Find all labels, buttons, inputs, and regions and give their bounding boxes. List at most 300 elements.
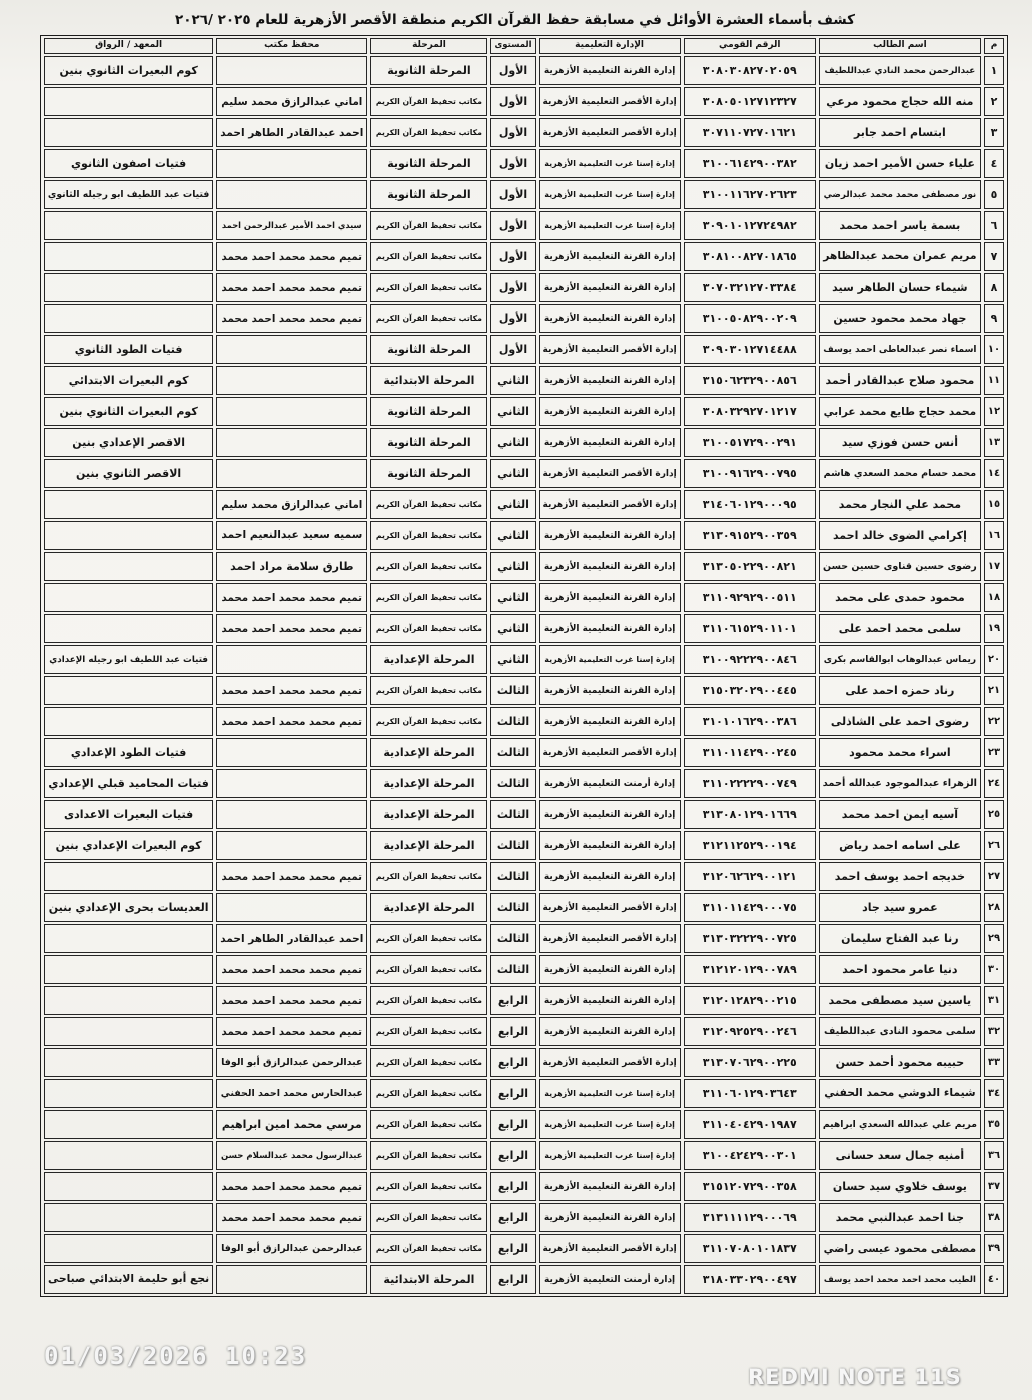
row-number-text: ٢٧ [987,870,1001,882]
cell-institute [44,769,213,798]
cell-level [490,893,535,922]
cell-row-number [984,1079,1004,1108]
cell-national-id [684,800,816,829]
level-text: الأول [498,343,528,357]
cell-national-id [684,490,816,519]
table-row [44,676,1004,705]
cell-stage [370,552,487,581]
stage-text: مكاتب تحفيظ القرآن الكريم [375,872,482,882]
cell-memorizer [216,335,367,364]
student-name-text: محمود حمدى على محمد [835,591,965,605]
memorizer-text: احمد عبدالقادر الطاهر احمد [220,932,364,945]
cell-memorizer [216,56,367,85]
cell-memorizer [216,552,367,581]
cell-stage [370,707,487,736]
memorizer-text: سميه سعيد عبدالنعيم احمد [221,528,363,542]
stage-text: مكاتب تحفيظ القرآن الكريم [375,593,482,603]
student-name-text: منه الله حجاج محمود مرعي [826,95,974,109]
cell-institute [44,738,213,767]
cell-administration [539,273,681,302]
cell-stage [370,645,487,674]
stage-text: مكاتب تحفيظ القرآن الكريم [375,934,482,944]
cell-student-name [819,1110,981,1139]
administration-text: إدارة إسنا غرب التعليمية الأزهرية [544,190,675,200]
cell-stage [370,366,487,395]
cell-institute [44,862,213,891]
cell-memorizer [216,1110,367,1139]
level-text: الأول [498,64,528,78]
cell-stage [370,1203,487,1232]
cell-institute [44,1234,213,1263]
level-text: الرابع [497,1273,529,1287]
cell-level [490,614,535,643]
cell-stage [370,831,487,860]
cell-institute [44,583,213,612]
cell-level [490,552,535,581]
cell-stage [370,893,487,922]
national-id-text: ٣١٢١٢٠١٢٩٠٠٧٨٩ [702,963,797,977]
national-id-text: ٣٠٧٠٣٢١٢٧٠٣٣٨٤ [702,281,797,295]
table-row [44,924,1004,953]
cell-institute [44,1079,213,1108]
national-id-text: ٣١٢٠٦٢٦٢٩٠٠١٢١ [702,870,797,884]
cell-stage [370,242,487,271]
cell-stage [370,1079,487,1108]
stage-text: المرحلة الثانوية [387,343,471,357]
cell-level [490,87,535,116]
cell-student-name [819,769,981,798]
cell-administration [539,707,681,736]
stage-text: المرحلة الثانوية [387,188,471,202]
student-name-text: محمد علي النجار محمد [838,498,962,512]
national-id-text: ٣١١٠٦٠١٢٩٠٣٦٤٣ [702,1087,797,1101]
table-row [44,831,1004,860]
cell-institute [44,552,213,581]
cell-memorizer [216,893,367,922]
cell-administration [539,1265,681,1294]
cell-level [490,1048,535,1077]
header-student-name-label: اسم الطالب [873,40,927,51]
national-id-text: ٣١٠٠٩٢٢٢٩٠٠٨٤٦ [702,653,797,667]
level-text: الثالث [496,746,530,760]
table-row [44,242,1004,271]
cell-stage [370,986,487,1015]
student-name-text: رنا عبد الفتاح سليمان [841,932,959,946]
row-number-text: ٣٦ [987,1149,1001,1161]
level-text: الثالث [496,963,530,977]
cell-institute [44,180,213,209]
cell-memorizer [216,1172,367,1201]
table-row [44,521,1004,550]
cell-row-number [984,955,1004,984]
row-number-text: ٩ [990,312,998,326]
row-number-text: ١ [990,64,998,78]
level-text: الثالث [496,932,530,946]
cell-stage [370,1172,487,1201]
cell-student-name [819,428,981,457]
level-text: الثاني [497,498,529,512]
cell-administration [539,180,681,209]
student-name-text: إكرامي الضوى خالد احمد [832,529,967,543]
memorizer-text: عبدالرحمن عبدالرازق أبو الوفا [221,1057,363,1069]
stage-text: مكاتب تحفيظ القرآن الكريم [375,531,482,541]
cell-administration [539,955,681,984]
administration-text: إدارة القرنة التعليمية الأزهرية [543,530,676,541]
stage-text: المرحلة الثانوية [387,467,471,481]
cell-student-name [819,1079,981,1108]
table-row [44,552,1004,581]
administration-text: إدارة القرنة التعليمية الأزهرية [543,313,676,324]
table-row [44,56,1004,85]
cell-administration [539,769,681,798]
cell-row-number [984,459,1004,488]
cell-row-number [984,707,1004,736]
cell-administration [539,552,681,581]
cell-memorizer [216,862,367,891]
cell-national-id [684,459,816,488]
institute-text: فتيات عبد اللطيف ابو رجيله الثانوي [47,189,210,201]
stage-text: مكاتب تحفيظ القرآن الكريم [375,500,482,510]
administration-text: إدارة القرنة التعليمية الأزهرية [543,871,676,882]
cell-student-name [819,552,981,581]
cell-administration [539,1079,681,1108]
cell-memorizer [216,1265,367,1294]
cell-row-number [984,1265,1004,1294]
level-text: الثاني [497,591,529,605]
level-text: الرابع [497,1149,529,1163]
cell-row-number [984,1048,1004,1077]
cell-national-id [684,1203,816,1232]
row-number-text: ٢٥ [987,808,1001,820]
row-number-text: ٣٣ [987,1056,1001,1068]
national-id-text: ٣١٢٠٩٢٥٢٩٠٠٢٤٦ [702,1025,797,1039]
table-row [44,1172,1004,1201]
level-text: الرابع [497,1118,529,1132]
student-name-text: اسراء محمد محمود [849,746,951,760]
cell-national-id [684,87,816,116]
cell-administration [539,87,681,116]
stage-text: مكاتب تحفيظ القرآن الكريم [375,1182,482,1192]
stage-text: مكاتب تحفيظ القرآن الكريم [375,1213,482,1223]
national-id-text: ٣١٤٠٦٠١٢٩٠٠٠٩٥ [702,498,797,512]
cell-institute [44,490,213,519]
level-text: الرابع [497,1087,529,1101]
administration-text: إدارة القرنة التعليمية الأزهرية [543,809,676,820]
cell-row-number [984,738,1004,767]
cell-administration [539,1234,681,1263]
cell-administration [539,1017,681,1046]
stage-text: مكاتب تحفيظ القرآن الكريم [375,314,482,324]
cell-row-number [984,924,1004,953]
cell-row-number [984,211,1004,240]
cell-row-number [984,56,1004,85]
cell-row-number [984,87,1004,116]
cell-stage [370,583,487,612]
national-id-text: ٣١٥٠٦٢٣٢٩٠٠٨٥٦ [702,374,797,388]
student-name-text: محمد حجاج طايع محمد عرابي [823,405,977,418]
cell-memorizer [216,242,367,271]
cell-national-id [684,428,816,457]
student-name-text: على اسامه احمد رياض [839,839,961,853]
stage-text: مكاتب تحفيظ القرآن الكريم [375,717,482,727]
cell-stage [370,1110,487,1139]
table-row [44,118,1004,147]
cell-national-id [684,1079,816,1108]
stage-text: المرحلة الابتدائية [383,374,475,388]
cell-level [490,118,535,147]
national-id-text: ٣٠٨٠٥٠١٢٧١٢٣٢٧ [702,95,797,109]
cell-memorizer [216,614,367,643]
cell-stage [370,614,487,643]
cell-administration [539,986,681,1015]
stage-text: المرحلة الإعدادية [383,808,475,822]
cell-stage [370,800,487,829]
cell-institute [44,1017,213,1046]
student-name-text: علياء حسن الأمير احمد زيان [824,157,975,171]
photo-timestamp: 01/03/2026 10:23 [44,1342,308,1370]
cell-national-id [684,335,816,364]
table-row [44,986,1004,1015]
national-id-text: ٣١٠٠١١٦٢٧٠٢٦٢٣ [702,188,797,202]
cell-administration [539,738,681,767]
cell-row-number [984,304,1004,333]
cell-level [490,831,535,860]
student-name-text: اسماء نصر عبدالعاطى احمد يوسف [823,344,977,355]
cell-national-id [684,118,816,147]
row-number-text: ٨ [990,281,998,295]
cell-institute [44,149,213,178]
header-administration-label: الإدارة التعليمية [575,40,645,51]
student-name-text: يوسف خلاوي سيد حسان [832,1180,967,1194]
cell-administration [539,335,681,364]
cell-institute [44,366,213,395]
table-row [44,428,1004,457]
cell-level [490,800,535,829]
table-row [44,1110,1004,1139]
stage-text: مكاتب تحفيظ القرآن الكريم [375,221,482,231]
cell-memorizer [216,428,367,457]
cell-national-id [684,242,816,271]
administration-text: إدارة إسنا غرب التعليمية الأزهرية [544,655,675,665]
cell-student-name [819,800,981,829]
cell-institute [44,1048,213,1077]
administration-text: إدارة الأقصر التعليمية الأزهرية [542,96,677,107]
student-name-text: رضوى احمد على الشاذلى [830,715,969,729]
student-name-text: خديجه احمد يوسف احمد [834,870,966,884]
cell-institute [44,676,213,705]
memorizer-text: عبدالحارس محمد احمد الحفني [220,1088,363,1100]
institute-text: فتيات الطود الثانوي [74,343,183,357]
cell-stage [370,1234,487,1263]
stage-text: مكاتب تحفيظ القرآن الكريم [375,1120,482,1130]
cell-national-id [684,707,816,736]
level-text: الرابع [497,1056,529,1070]
stage-text: مكاتب تحفيظ القرآن الكريم [375,1027,482,1037]
stage-text: مكاتب تحفيظ القرآن الكريم [375,252,482,262]
row-number-text: ٦ [990,219,998,233]
cell-level [490,490,535,519]
student-name-text: ياسين سيد مصطفى محمد [828,994,972,1008]
cell-stage [370,955,487,984]
stage-text: مكاتب تحفيظ القرآن الكريم [375,965,482,975]
cell-student-name [819,490,981,519]
level-text: الأول [498,219,528,233]
memorizer-text: تميم محمد محمد احمد محمد [221,1211,363,1224]
cell-institute [44,1172,213,1201]
student-name-text: شيماء حسان الطاهر سيد [832,281,968,295]
row-number-text: ٢٤ [987,777,1001,789]
cell-level [490,242,535,271]
stage-text: المرحلة الإعدادية [383,839,475,853]
level-text: الثالث [496,870,530,884]
cell-stage [370,180,487,209]
cell-stage [370,1017,487,1046]
cell-row-number [984,645,1004,674]
institute-text: العديسات بحرى الإعدادي بنين [48,901,209,915]
memorizer-text: احمد عبدالقادر الطاهر احمد [220,126,364,139]
header-level [490,38,535,54]
cell-student-name [819,273,981,302]
level-text: الأول [498,188,528,202]
cell-stage [370,397,487,426]
cell-national-id [684,583,816,612]
stage-text: مكاتب تحفيظ القرآن الكريم [375,996,482,1006]
cell-administration [539,490,681,519]
stage-text: المرحلة الثانوية [387,157,471,171]
cell-national-id [684,738,816,767]
cell-level [490,180,535,209]
stage-text: مكاتب تحفيظ القرآن الكريم [375,97,482,107]
cell-administration [539,118,681,147]
row-number-text: ٣ [990,126,998,140]
table-row [44,149,1004,178]
national-id-text: ٣١٣٠٩١٥٢٩٠٠٣٥٩ [702,529,797,543]
administration-text: إدارة القرنة التعليمية الأزهرية [543,995,676,1006]
cell-memorizer [216,1203,367,1232]
table-row [44,87,1004,116]
row-number-text: ٢١ [987,684,1001,696]
cell-administration [539,676,681,705]
cell-stage [370,924,487,953]
cell-memorizer [216,800,367,829]
cell-stage [370,149,487,178]
cell-student-name [819,366,981,395]
table-row [44,955,1004,984]
cell-institute [44,893,213,922]
cell-row-number [984,1141,1004,1170]
cell-administration [539,1110,681,1139]
cell-memorizer [216,583,367,612]
cell-student-name [819,335,981,364]
cell-student-name [819,893,981,922]
table-row [44,707,1004,736]
cell-institute [44,1110,213,1139]
cell-institute [44,118,213,147]
cell-national-id [684,1048,816,1077]
level-text: الرابع [497,1211,529,1225]
administration-text: إدارة إسنا غرب التعليمية الأزهرية [544,1120,675,1130]
cell-national-id [684,986,816,1015]
cell-student-name [819,1203,981,1232]
cell-level [490,366,535,395]
institute-text: فتيات عبد اللطيف ابو رجيله الإعدادي [49,654,208,665]
cell-row-number [984,800,1004,829]
cell-national-id [684,211,816,240]
cell-administration [539,583,681,612]
administration-text: إدارة الأقصر التعليمية الأزهرية [542,127,677,138]
student-name-text: جنا احمد عبدالنبي محمد [835,1211,965,1225]
row-number-text: ١٣ [987,436,1001,448]
cell-stage [370,676,487,705]
level-text: الرابع [497,1242,529,1256]
cell-row-number [984,366,1004,395]
cell-level [490,521,535,550]
national-id-text: ٣٠٨٠٣٢٩٢٧٠١٢١٧ [702,405,797,419]
national-id-text: ٣١١٠٧٠٨٠١٠١٨٣٧ [702,1242,797,1256]
stage-text: المرحلة الإعدادية [383,777,475,791]
memorizer-text: اماني عبدالرازق محمد سليم [221,95,363,108]
cell-level [490,676,535,705]
cell-memorizer [216,397,367,426]
cell-national-id [684,56,816,85]
cell-level [490,273,535,302]
cell-administration [539,521,681,550]
stage-text: مكاتب تحفيظ القرآن الكريم [375,686,482,696]
student-name-text: عبدالرحمن محمد النادي عبداللطيف [824,65,976,76]
stage-text: المرحلة الثانوية [387,405,471,419]
table-row [44,335,1004,364]
national-id-text: ٣١٥١٢٠٧٢٩٠٠٣٥٨ [702,1180,797,1194]
cell-student-name [819,738,981,767]
cell-memorizer [216,118,367,147]
level-text: الثالث [496,777,530,791]
cell-student-name [819,397,981,426]
header-memorizer [216,38,367,54]
administration-text: إدارة إسنا غرب التعليمية الأزهرية [544,1089,675,1099]
cell-row-number [984,893,1004,922]
cell-administration [539,862,681,891]
memorizer-text: سيدي احمد الأمير عبدالرحمن احمد [221,219,362,230]
cell-national-id [684,552,816,581]
cell-institute [44,87,213,116]
stage-text: المرحلة الإعدادية [383,901,475,915]
cell-stage [370,521,487,550]
cell-stage [370,304,487,333]
memorizer-text: تميم محمد محمد احمد محمد [221,281,363,294]
level-text: الثاني [497,436,529,450]
cell-national-id [684,1017,816,1046]
header-national-id [684,38,816,54]
student-name-text: سلمى محمد احمد على [838,622,962,636]
cell-student-name [819,583,981,612]
level-text: الرابع [497,1180,529,1194]
institute-text: كوم البعيرات الابتدائي [68,374,189,388]
cell-memorizer [216,87,367,116]
row-number-text: ١٨ [987,591,1001,603]
administration-text: إدارة الأقصر التعليمية الأزهرية [542,344,677,355]
national-id-text: ٣١٨٠٣٣٠٢٩٠٠٤٩٧ [702,1273,797,1287]
table-row [44,273,1004,302]
cell-level [490,1017,535,1046]
memorizer-text: مرسي محمد امين ابراهيم [221,1118,362,1132]
administration-text: إدارة القرنة التعليمية الأزهرية [543,437,676,448]
cell-memorizer [216,273,367,302]
administration-text: إدارة القرنة التعليمية الأزهرية [543,282,676,293]
document-title-text: كشف بأسماء العشرة الأوائل في مسابقة حفظ القرآن الكريم منطقة الأقصر الأزهرية للعام ٢٠٢٥ /٢٠٢٦ [175,11,855,28]
header-administration [539,38,681,54]
cell-institute [44,397,213,426]
header-institute [44,38,213,54]
